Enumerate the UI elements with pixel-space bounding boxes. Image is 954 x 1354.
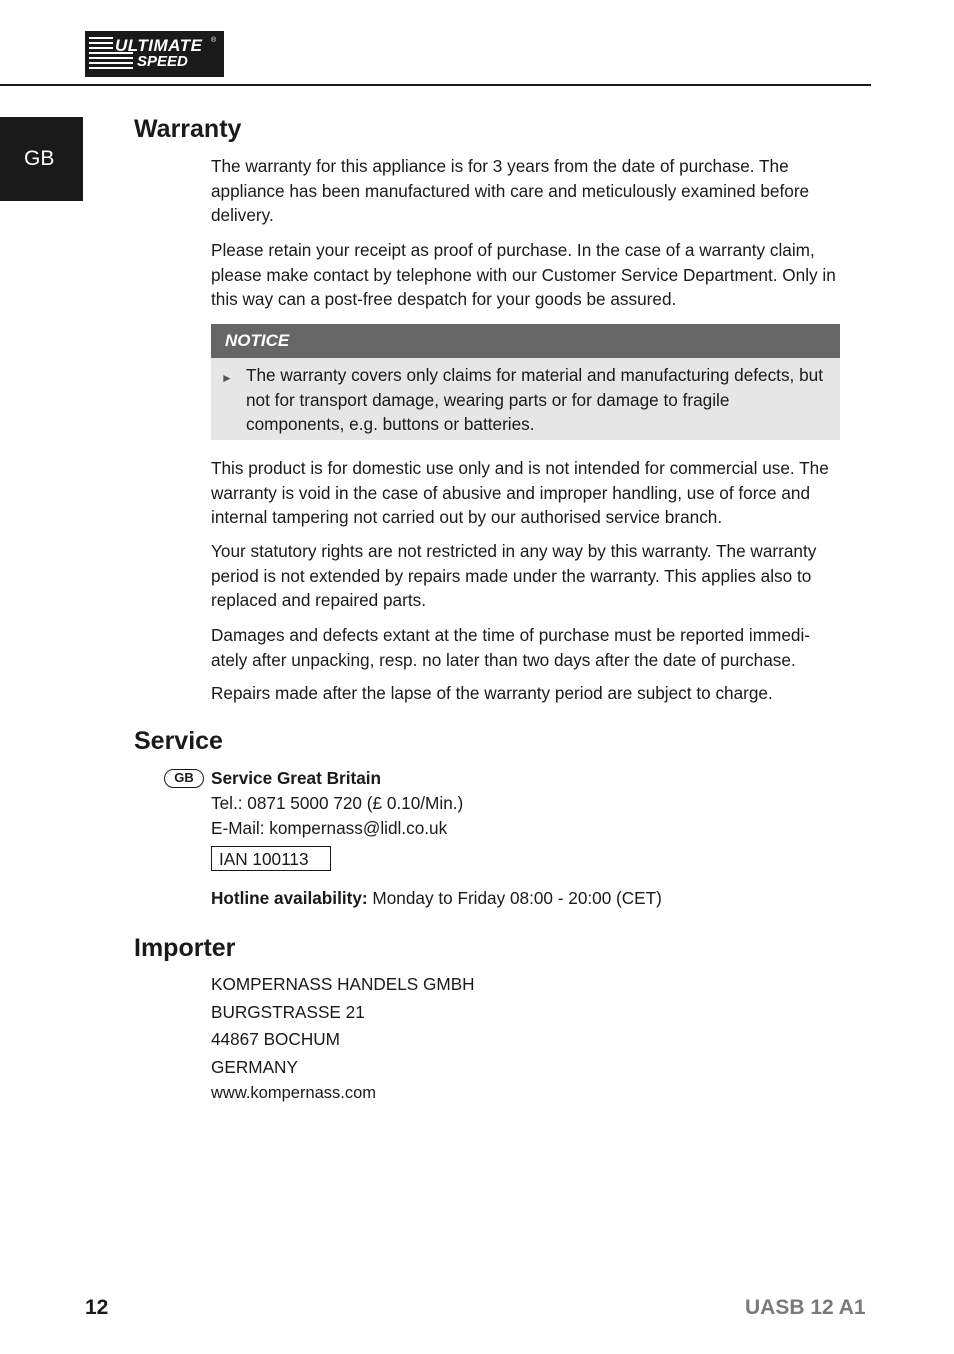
hotline-availability bbox=[211, 888, 662, 909]
service-telephone: Tel.: 0871 5000 720 (£ 0.10/Min.) bbox=[211, 793, 464, 813]
logo-stripe bbox=[89, 67, 133, 69]
warranty-paragraph-3: This product is for domestic use only and is not intended for commercial use. The warranty is void in the case of abusive and improper handling, use of force and internal tampering not carried out by our authorised service branch. bbox=[211, 458, 829, 527]
brand-logo bbox=[85, 31, 224, 77]
service-email: E-Mail: kompernass@lidl.co.uk bbox=[211, 818, 448, 838]
notice-body bbox=[211, 358, 840, 437]
hotline-label: Hotline availability: bbox=[211, 888, 368, 908]
logo-stripe bbox=[89, 47, 113, 49]
notice-title: NOTICE bbox=[211, 324, 840, 358]
language-tab: GB bbox=[0, 117, 83, 201]
logo-stripe bbox=[89, 62, 133, 64]
notice-box bbox=[211, 324, 840, 440]
header-rule bbox=[0, 84, 871, 86]
logo-registered-mark: ® bbox=[211, 37, 217, 44]
service-title: Service Great Britain bbox=[211, 768, 382, 788]
logo-stripe bbox=[89, 37, 113, 39]
warranty-paragraph-4: Your statutory rights are not restricted in any way by this warranty. The warranty period is not extended by repairs made under the warranty. This applies also to replaced and repaired parts. bbox=[211, 541, 817, 610]
importer-address-line: 44867 BOCHUM bbox=[211, 1029, 340, 1049]
warranty-paragraph-5: Damages and defects extant at the time of purchase must be reported immedi-ately after unpacking, resp. no later than two days after the date of purchase. bbox=[211, 625, 811, 670]
importer-website: www.kompernass.com bbox=[211, 1084, 377, 1102]
importer-address-line: KOMPERNASS HANDELS GMBH bbox=[211, 974, 475, 994]
importer-heading: Importer bbox=[134, 934, 236, 962]
page-number: 12 bbox=[85, 1296, 109, 1319]
model-number: UASB 12 A1 bbox=[745, 1296, 866, 1319]
service-heading: Service bbox=[134, 727, 223, 755]
logo-stripe bbox=[89, 42, 113, 44]
warranty-paragraph-2: Please retain your receipt as proof of purchase. In the case of a warranty claim, please make contact by telephone with our Customer Service Department. Only in this way can a post-free despatch for your goods be assured. bbox=[211, 240, 836, 309]
warranty-heading: Warranty bbox=[134, 115, 242, 143]
importer-address-line: BURGSTRASSE 21 bbox=[211, 1002, 365, 1022]
bullet-arrow-icon: ► bbox=[221, 371, 233, 385]
logo-word-speed: SPEED bbox=[137, 53, 188, 70]
importer-address-line: GERMANY bbox=[211, 1057, 298, 1077]
warranty-paragraph-1: The warranty for this appliance is for 3 years from the date of purchase. The appliance has been manufactured with care and meticulously examined before delivery. bbox=[211, 156, 810, 225]
warranty-paragraph-6: Repairs made after the lapse of the warranty period are subject to charge. bbox=[211, 683, 773, 703]
logo-word-ultimate: ULTIMATE bbox=[115, 36, 203, 55]
notice-text: The warranty covers only claims for material and manufacturing defects, but not for transport damage, wearing parts or for damage to fragile components, e.g. buttons or batteries. bbox=[246, 365, 823, 434]
ian-number: IAN 100113 bbox=[211, 846, 331, 871]
country-badge: GB bbox=[164, 769, 204, 788]
hotline-value: Monday to Friday 08:00 - 20:00 (CET) bbox=[372, 888, 662, 908]
logo-stripe bbox=[89, 57, 133, 59]
